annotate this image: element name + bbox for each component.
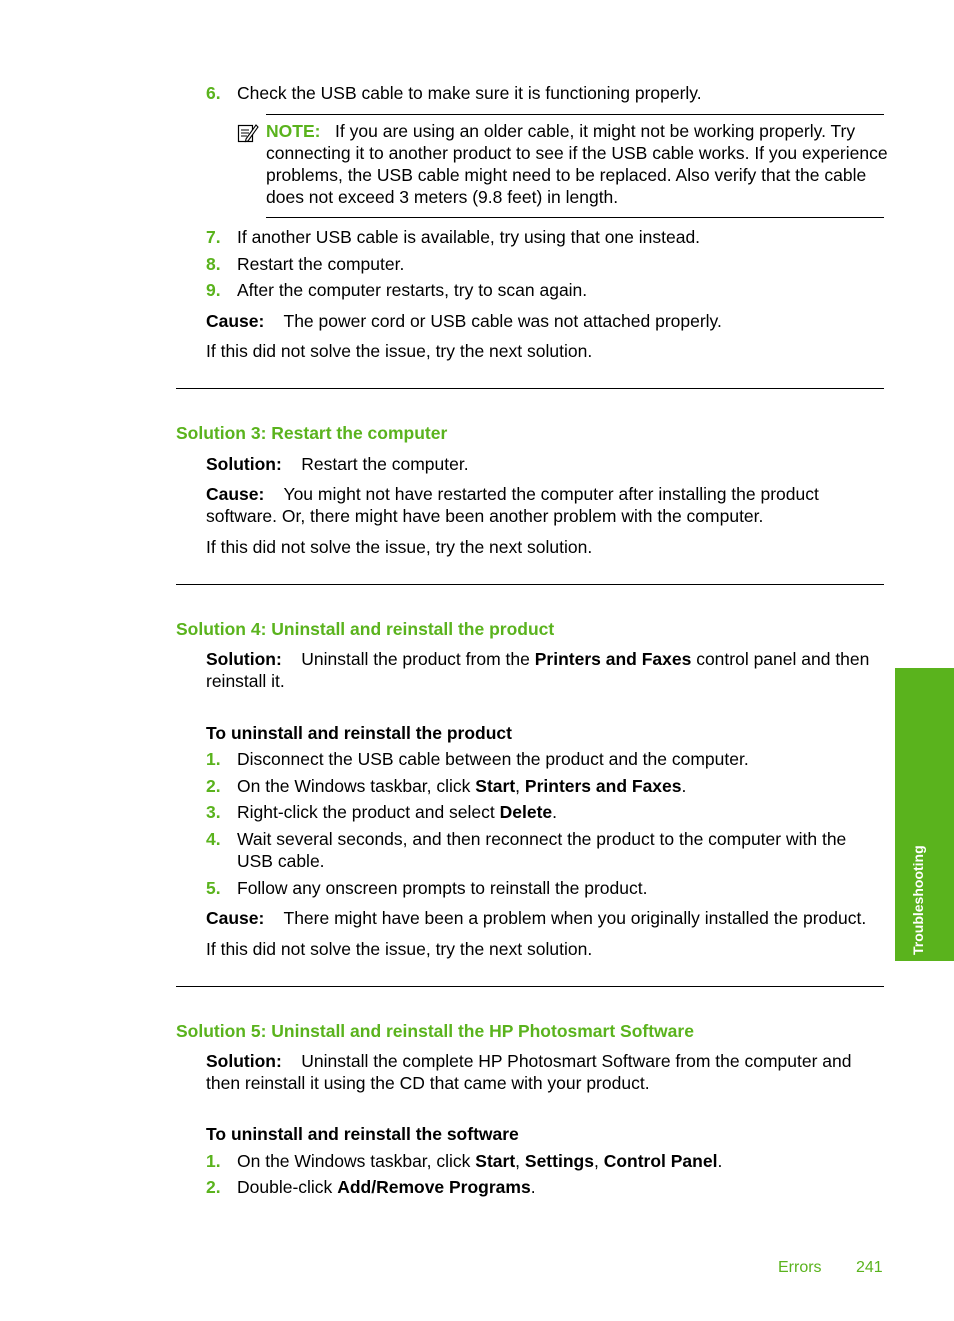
- cause-label: Cause:: [206, 311, 265, 331]
- step-text: Wait several seconds, and then reconnect the product to the computer with the USB cable.: [237, 829, 847, 871]
- procedure-subhead: To uninstall and reinstall the product: [206, 723, 512, 743]
- step-text-pre: Double-click: [237, 1177, 338, 1197]
- solution-text-pre: Uninstall the product from the: [301, 649, 535, 669]
- step-text-post: .: [681, 776, 687, 796]
- control-panel-term: Control Panel: [603, 1151, 718, 1171]
- step-text-pre: On the Windows taskbar, click: [237, 776, 476, 796]
- procedure-subhead: To uninstall and reinstall the software: [206, 1124, 519, 1144]
- step-text: If another USB cable is available, try using that one instead.: [237, 227, 701, 247]
- step-number: 4.: [206, 829, 221, 849]
- solution-paragraph: [206, 1050, 886, 1094]
- solution-label: Solution:: [206, 649, 282, 669]
- step-text: Disconnect the USB cable between the product and the computer.: [237, 749, 749, 769]
- solution-text-post: control panel and then reinstall it.: [206, 649, 870, 691]
- step-number: 7.: [206, 227, 221, 247]
- footer-section-name: Errors: [778, 1259, 822, 1276]
- step-text: [237, 801, 887, 823]
- note-block: [266, 120, 888, 208]
- step-number: 1.: [206, 1151, 221, 1171]
- start-term: Start: [475, 1151, 516, 1171]
- step-text: [237, 1150, 887, 1172]
- step-text-post: .: [530, 1177, 536, 1197]
- solution-paragraph: [206, 648, 886, 692]
- step-text-pre: Right-click the product and select: [237, 802, 500, 822]
- note-text: If you are using an older cable, it might not be working properly. Try connecting it to another product to see if the USB cable works. If you experience problems, the USB cable might need to be replaced. Also verify that the cable does not exceed 3 meters (9.8 feet) in length.: [266, 121, 888, 207]
- note-label: NOTE:: [266, 121, 321, 141]
- cause-paragraph: [206, 310, 886, 332]
- cause-paragraph: [206, 907, 896, 929]
- footer-page-number: 241: [856, 1259, 883, 1276]
- step-number: 5.: [206, 878, 221, 898]
- step-number: 2.: [206, 776, 221, 796]
- delete-term: Delete: [499, 802, 553, 822]
- add-remove-programs-term: Add/Remove Programs: [337, 1177, 531, 1197]
- note-pencil-icon: [237, 122, 259, 144]
- cause-label: Cause:: [206, 484, 265, 504]
- section-divider: [176, 986, 884, 987]
- side-tab-label: Troubleshooting: [910, 845, 926, 955]
- solution-label: Solution:: [206, 454, 282, 474]
- next-solution-text: If this did not solve the issue, try the next solution.: [206, 341, 593, 361]
- solution-label: Solution:: [206, 1051, 282, 1071]
- step-text-sep: ,: [515, 776, 525, 796]
- step-number: 1.: [206, 749, 221, 769]
- step-text: Restart the computer.: [237, 254, 405, 274]
- solution-text: Restart the computer.: [301, 454, 469, 474]
- cause-paragraph: [206, 483, 886, 527]
- solution-text: Uninstall the complete HP Photosmart Software from the computer and then reinstall it using the CD that came with your product.: [206, 1051, 852, 1093]
- cause-label: Cause:: [206, 908, 265, 928]
- section-divider: [176, 584, 884, 585]
- step-text: After the computer restarts, try to scan again.: [237, 280, 588, 300]
- note-top-rule: [266, 114, 884, 115]
- cause-text: The power cord or USB cable was not attached properly.: [283, 311, 722, 331]
- note-bottom-rule: [266, 217, 884, 218]
- start-term: Start: [475, 776, 516, 796]
- printers-faxes-term: Printers and Faxes: [524, 776, 682, 796]
- step-text: [237, 1176, 887, 1198]
- cause-text: There might have been a problem when you originally installed the product.: [283, 908, 867, 928]
- cause-text: You might not have restarted the computer after installing the product software. Or, there might have been another problem with the computer.: [206, 484, 819, 526]
- section-divider: [176, 388, 884, 389]
- step-number: 9.: [206, 280, 221, 300]
- step-number: 6.: [206, 83, 221, 103]
- step-text: [237, 775, 887, 797]
- settings-term: Settings: [524, 1151, 594, 1171]
- solution-4-heading: Solution 4: Uninstall and reinstall the product: [176, 619, 555, 639]
- step-text: Check the USB cable to make sure it is functioning properly.: [237, 83, 702, 103]
- step-number: 2.: [206, 1177, 221, 1197]
- step-number: 8.: [206, 254, 221, 274]
- step-text-post: .: [552, 802, 558, 822]
- step-number: 3.: [206, 802, 221, 822]
- solution-5-heading: Solution 5: Uninstall and reinstall the HP Photosmart Software: [176, 1021, 694, 1041]
- next-solution-text: If this did not solve the issue, try the next solution.: [206, 537, 593, 557]
- step-text-sep: ,: [593, 1151, 604, 1171]
- solution-paragraph: [206, 453, 886, 475]
- next-solution-text: If this did not solve the issue, try the next solution.: [206, 939, 593, 959]
- step-text-sep: ,: [515, 1151, 525, 1171]
- step-text-post: .: [717, 1151, 723, 1171]
- step-text: Follow any onscreen prompts to reinstall the product.: [237, 878, 648, 898]
- printers-faxes-term: Printers and Faxes: [534, 649, 692, 669]
- step-text-pre: On the Windows taskbar, click: [237, 1151, 476, 1171]
- solution-3-heading: Solution 3: Restart the computer: [176, 423, 448, 443]
